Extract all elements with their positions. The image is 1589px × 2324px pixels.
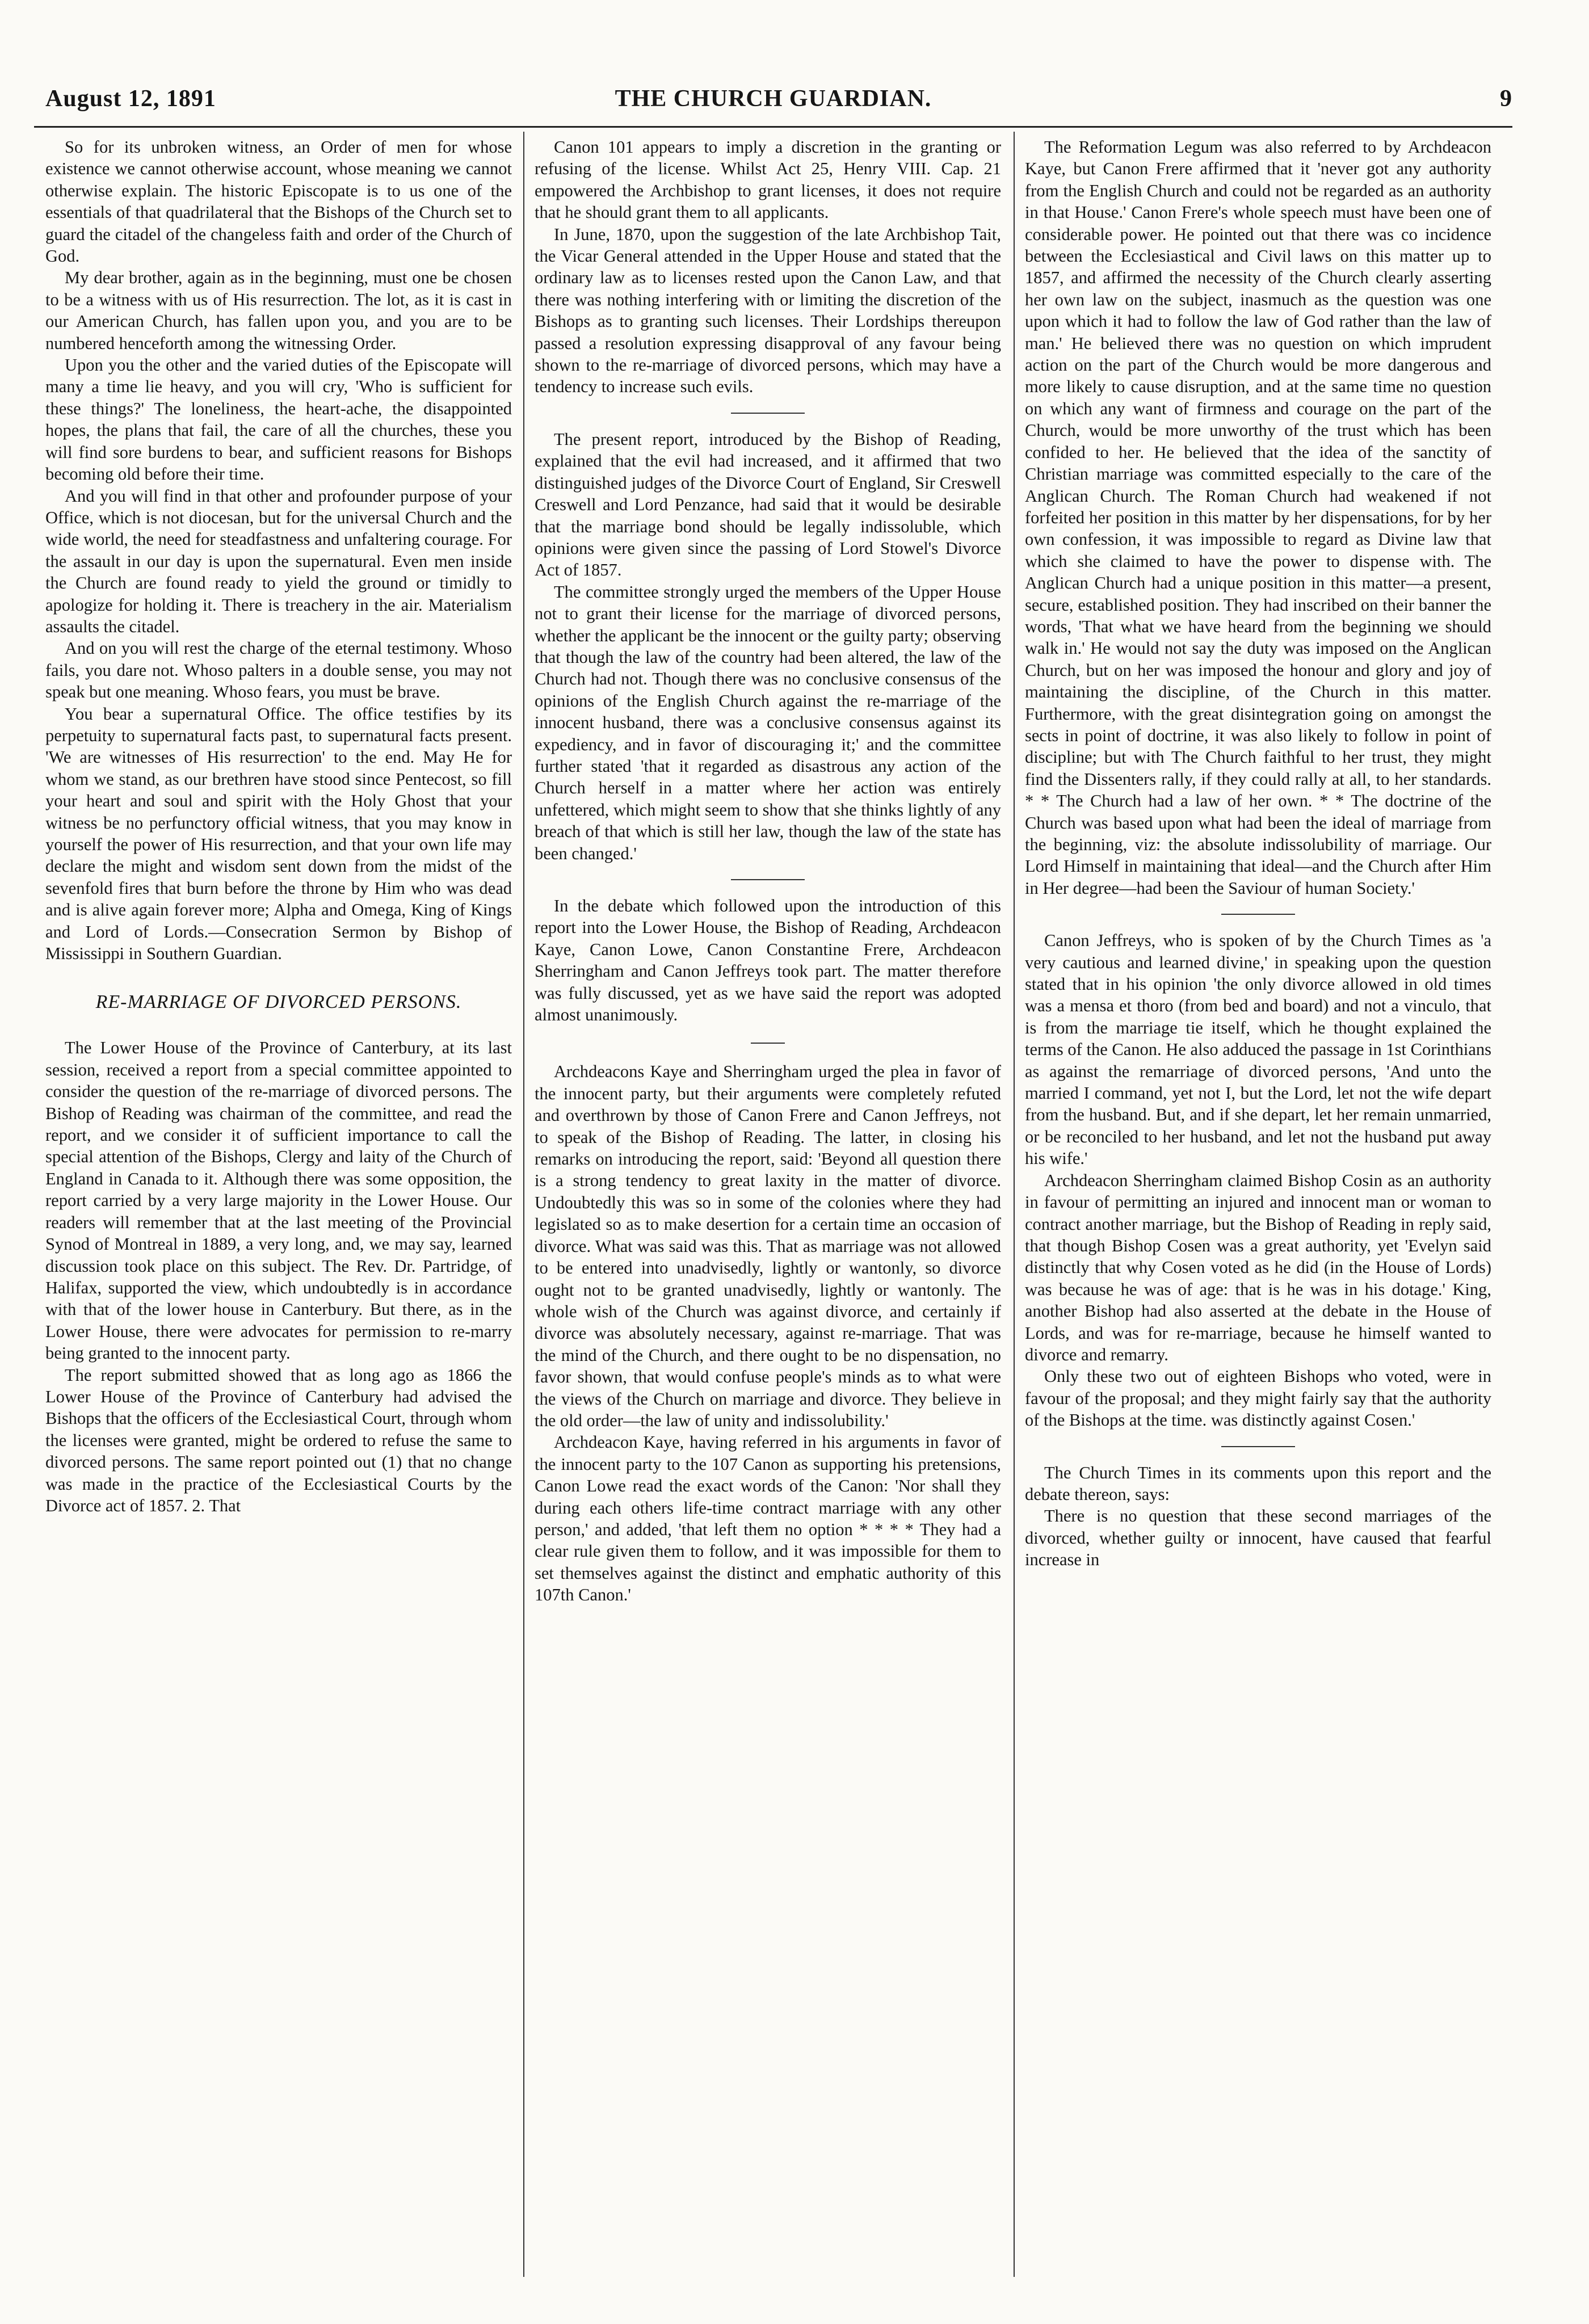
issue-date: August 12, 1891 <box>45 86 216 112</box>
paragraph: Upon you the other and the varied duties of the Episcopate will many a time lie heavy, and you will cry, 'Who is sufficient for these things?' The loneliness, the heart-ache, the disappointed hopes, the plans that fail, the care of all the churches, these you will find sore burdens to bear, and sufficient reasons for Bishops becoming old before their time. <box>45 355 512 484</box>
paragraph: The report submitted showed that as long ago as 1866 the Lower House of the Province of Canterbury had advised the Bishops that the officers of the Ecclesiastical Court, through whom the licenses were granted, might be ordered to refuse the same to divorced persons. The same report pointed out (1) that no change was made in the practice of the Ecclesiastical Courts by the Divorce act of 1857. 2. That <box>45 1365 512 1515</box>
paragraph: The committee strongly urged the members of the Upper House not to grant their license for the marriage of divorced persons, whether the applicant be the innocent or the guilty party; observing that though the law of the country had been altered, the law of the Church had not. Though there was no conclusive consensus of the opinions of the English Church against the re-marriage of the innocent husband, there was a conclusive consensus against its expediency, and in favor of discouraging it;' and the committee further stated 'that it regarded as disastrous any action of the Church herself in a matter where her action was entirely unfettered, which might seem to show that she thinks lightly of any breach of that which is still her law, though the law of the state has been changed.' <box>535 582 1001 863</box>
paragraph: The Church Times in its comments upon this report and the debate thereon, says: <box>1025 1463 1491 1504</box>
paragraph: Archdeacons Kaye and Sherringham urged the plea in favor of the innocent party, but their arguments were completely refuted and overthrown by those of Canon Frere and Canon Jeffreys, not to speak of the Bishop of Reading. The latter, in closing his remarks on introducing the report, said: 'Beyond all question there is a strong tendency to great laxity in the matter of divorce. Undoubtedly this was so in some of the colonies where they had legislated so as to make desertion for a certain time an occasion of divorce. What was said was this. That as marriage was not allowed to be entered into unadvisedly, lightly or wantonly, so divorce ought not to be granted unadvisedly, lightly or wantonly. The whole wish of the Church was against divorce, and certainly if divorce was absolutely necessary, against re-marriage. That was the mind of the Church, and there ought to be no dispensation, no favor shown, that would confuse people's minds as to what were the views of the Church on marriage and divorce. They believe in the old order—the law of unity and indissolubility.' <box>535 1062 1001 1430</box>
paragraph: Archdeacon Sherringham claimed Bishop Cosin as an authority in favour of permitting an injured and innocent man or woman to contract another marriage, but the Bishop of Reading in reply said, that though Bishop Cosen was a great authority, yet 'Evelyn said distinctly that why Cosen voted as he did (in the House of Lords) was because he was of age: that is he was in his dotage.' King, another Bishop had also asserted at the debate in the House of Lords, and was for re-marriage, because he himself wanted to divorce and remarry. <box>1025 1170 1491 1364</box>
page-header <box>34 85 1512 119</box>
section-separator <box>731 413 805 414</box>
paragraph: Canon 101 appears to imply a discretion in the granting or refusing of the license. Whilst Act 25, Henry VIII. Cap. 21 empowered the Archbishop to grant licenses, it does not require that he should grant them to all applicants. <box>535 137 1001 222</box>
paragraph: In the debate which followed upon the introduction of this report into the Lower House, the Bishop of Reading, Archdeacon Kaye, Canon Lowe, Canon Constantine Frere, Archdeacon Sherringham and Canon Jeffreys took part. The matter therefore was fully discussed, yet as we have said the report was adopted almost unanimously. <box>535 896 1001 1025</box>
paragraph: The Lower House of the Province of Canterbury, at its last session, received a report from a special committee appointed to consider the question of the re-marriage of divorced persons. The Bishop of Reading was chairman of the committee, and read the report, and we consider it of sufficient importance to call the special attention of the Bishops, Clergy and laity of the Church of England in Canada to it. Although there was some opposition, the report carried by a very large majority in the Lower House. Our readers will remember that at the last meeting of the Provincial Synod of Montreal in 1889, a very long, and, we may say, learned discussion took place on this subject. The Rev. Dr. Partridge, of Halifax, supported the view, which undoubtedly is in accordance with that of the lower house in Canterbury. But there, as in the Lower House, there were advocates for permission to re-marry being granted to the innocent party. <box>45 1038 512 1363</box>
section-separator <box>751 1043 785 1044</box>
paragraph: You bear a supernatural Office. The office testifies by its perpetuity to supernatural facts past, to supernatural facts present. 'We are witnesses of His resurrection' to the end. May He for whom we stand, as our brethren have stood since Pentecost, so fill your heart and soul and spirit with the Holy Ghost that your witness be no perfunctory official witness, that you may know in yourself the power of His resurrection, and that your own life may declare the might and wisdom sent down from the midst of the sevenfold fires that burn before the throne by Him who was dead and is alive again forever more; Alpha and Omega, King of Kings and Lord of Lords.—Consecration Sermon by Bishop of Mississippi in Southern Guardian. <box>45 704 512 964</box>
section-separator <box>1221 1446 1295 1447</box>
paragraph: The Reformation Legum was also referred to by Archdeacon Kaye, but Canon Frere affirmed that it 'never got any authority from the English Church and could not be regarded as an authority in that House.' Canon Frere's whole speech must have been one of considerable power. He pointed out that there was co incidence between the Ecclesiastical and Civil laws on this matter up to 1857, and affirmed the necessity of the Church clearly asserting her own law on the subject, inasmuch as the question was one upon which it had to follow the law of God rather than the law of man.' He believed there was no question on which imprudent action on the part of the Church would be more dangerous and more likely to cause disruption, and at the same time no question on which any want of firmness and courage on the part of the Church, would be more unworthy of the trust which has been confided to her. He believed that the idea of the sanctity of Christian marriage was committed especially to the care of the Anglican Church. The Roman Church had weakened if not forfeited her position in this matter by her dispensations, for by her own confession, it was impossible to regard as Divine law that which she claimed to have the power to dispense with. The Anglican Church had a unique position in this matter—a present, secure, established position. They had inscribed on their banner the words, 'That what we have heard from the beginning we should walk in.' He would not say the duty was imposed on the Anglican Church, but on her was imposed the honour and glory and joy of maintaining the discipline, of the Church in this matter. Furthermore, with the great disintegration going on amongst the sects in point of doctrine, it was also likely to follow in point of discipline; but with The Church faithful to her trust, they might find the Dissenters rally, if they could rally at all, to her standards. * * The Church had a law of her own. * * The doctrine of the Church was based upon what had been the ideal of marriage from the beginning, viz: the absolute indissolubility of marriage. Our Lord Himself in maintaining that ideal—and the Church after Him in Her degree—had been the Saviour of human Society.' <box>1025 137 1491 898</box>
column-3 <box>1025 136 1491 2270</box>
paragraph: There is no question that these second marriages of the divorced, whether guilty or innocent, have caused that fearful increase in <box>1025 1506 1491 1570</box>
paragraph: My dear brother, again as in the beginning, must one be chosen to be a witness with us of His resurrection. The lot, as it is cast in our American Church, has fallen upon you, and you are to be numbered henceforth among the witnessing Order. <box>45 268 512 353</box>
paragraph: Only these two out of eighteen Bishops who voted, were in favour of the proposal; and they might fairly say that the authority of the Bishops at the time. was distinctly against Cosen.' <box>1025 1367 1491 1430</box>
column-rule <box>1014 132 1015 2277</box>
header-rule <box>34 126 1512 128</box>
page-number: 9 <box>1500 86 1512 112</box>
paragraph: Canon Jeffreys, who is spoken of by the Church Times as 'a very cautious and learned divine,' in speaking upon the question stated that in his opinion 'the only divorce allowed in old times was a mensa et thoro (from bed and board) and not a vinculo, that is from the marriage tie itself, which he thought explained the terms of the Canon. He also adduced the passage in 1st Corinthians as against the remarriage of divorced persons, 'And unto the married I command, yet not I, but the Lord, let not the wife depart from the husband. But, and if she depart, let her remain unmarried, or be reconciled to her husband, and let not the husband put away his wife.' <box>1025 931 1491 1169</box>
column-2 <box>535 136 1001 2270</box>
paragraph: So for its unbroken witness, an Order of men for whose existence we cannot otherwise account, whose meaning we cannot otherwise explain. The historic Episcopate is to us one of the essentials of that quadrilateral that the Bishops of the Church set to guard the citadel of the changeless faith and order of the Church of God. <box>45 137 512 266</box>
paragraph: Archdeacon Kaye, having referred in his arguments in favor of the innocent party to the 107 Canon as supporting his pretensions, Canon Lowe read the exact words of the Canon: 'Nor shall they during each others life-time contract marriage with any other person,' and added, 'that left them no option * * * * They had a clear rule given them to follow, and it was impossible for them to set themselves against the distinct and emphatic authority of this 107th Canon.' <box>535 1432 1001 1605</box>
paragraph: And you will find in that other and profounder purpose of your Office, which is not diocesan, but for the universal Church and the wide world, the need for steadfastness and unfaltering courage. For the assault in our day is upon the supernatural. Even men inside the Church are found ready to yield the ground or timidly to apologize for holding it. There is treachery in the air. Materialism assaults the citadel. <box>45 486 512 636</box>
article-title: RE-MARRIAGE OF DIVORCED PERSONS. <box>95 991 462 1013</box>
paragraph: And on you will rest the charge of the eternal testimony. Whoso fails, you dare not. Whoso palters in a double sense, you may not speak but one meaning. Whoso fears, you must be brave. <box>45 638 512 702</box>
newspaper-title: THE CHURCH GUARDIAN. <box>615 86 932 112</box>
column-rule <box>523 132 524 2277</box>
section-separator <box>1221 914 1295 915</box>
paragraph: In June, 1870, upon the suggestion of the late Archbishop Tait, the Vicar General attended in the Upper House and stated that the ordinary law as to licenses rested upon the Canon Law, and that there was nothing interfering with or limiting the discretion of the Bishops as to granting such licenses. Their Lordships thereupon passed a resolution expressing disapproval of any favour being shown to the re-marriage of divorced persons, which may have a tendency to increase such evils. <box>535 224 1001 397</box>
section-separator <box>731 879 805 880</box>
paragraph: The present report, introduced by the Bishop of Reading, explained that the evil had increased, and it affirmed that two distinguished judges of the Divorce Court of England, Sir Creswell Creswell and Lord Penzance, had said that it would be desirable that the marriage bond should be legally indissoluble, which opinions were given since the passing of Lord Stowel's Divorce Act of 1857. <box>535 429 1001 580</box>
column-1 <box>45 136 512 2270</box>
